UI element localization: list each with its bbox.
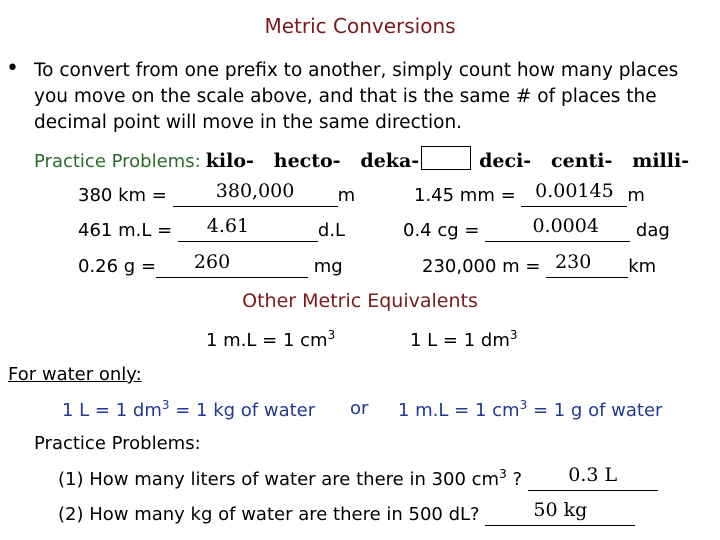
water-or: or (350, 398, 369, 419)
intro-line-2: you move on the scale above, and that is the same # of places the (34, 86, 657, 107)
scale-row (34, 146, 689, 172)
intro-paragraph (34, 58, 678, 136)
page-title: Metric Conversions (264, 14, 456, 38)
problem-1 (78, 180, 356, 207)
problem-1-text: 380 km = (78, 185, 173, 206)
equivalent-l-text: 1 L = 1 dm (410, 330, 510, 351)
problem-6-blank (546, 251, 628, 278)
problem-6-text: 230,000 m = (422, 256, 547, 277)
problem-3-unit: d.L (317, 220, 346, 241)
water-eq1-rest: = 1 kg of water (169, 400, 316, 421)
water-eq1-text: 1 L = 1 dm (62, 400, 162, 421)
question-2 (58, 499, 635, 526)
problem-4 (403, 215, 670, 242)
problem-1-answer: 380,000 (215, 180, 295, 202)
problem-6-unit: km (628, 256, 657, 277)
problem-3-answer: 4.61 (206, 215, 250, 237)
water-eq2-text: 1 m.L = 1 cm (398, 400, 520, 421)
problem-1-unit: m (337, 185, 356, 206)
problem-1-blank (173, 180, 338, 207)
question-1 (58, 464, 658, 491)
problem-4-answer: 0.0004 (532, 215, 599, 237)
question-1-text: (1) How many liters of water are there in 300 cm (58, 469, 500, 490)
problem-5-unit: mg (308, 256, 343, 277)
question-1-blank (528, 464, 658, 491)
question-2-answer: 50 kg (533, 499, 588, 521)
problem-3-blank (178, 215, 318, 242)
other-equivalents-title: Other Metric Equivalents (242, 290, 478, 312)
problem-2-text: 1.45 mm = (414, 185, 522, 206)
base-unit-box (421, 146, 471, 170)
problem-2-unit: m (627, 185, 645, 206)
practice-problems-label: Practice Problems: (34, 151, 201, 172)
water-eq2-sup: 3 (519, 398, 528, 412)
problem-6-answer: 230 (555, 251, 592, 273)
equivalent-ml-sup: 3 (327, 328, 336, 342)
problem-3 (78, 215, 346, 242)
water-eq2-rest: = 1 g of water (527, 400, 663, 421)
bullet-icon: • (6, 56, 19, 81)
problem-4-unit: dag (630, 220, 670, 241)
equivalent-ml-text: 1 m.L = 1 cm (206, 330, 328, 351)
intro-line-3: decimal point will move in the same direction. (34, 112, 463, 133)
water-equivalence-2 (398, 398, 662, 421)
problem-5-text: 0.26 g = (78, 256, 157, 277)
problem-5-answer: 260 (193, 251, 231, 273)
prefix-scale-right: deci- centi- milli- (479, 150, 690, 172)
problem-6 (422, 251, 657, 278)
intro-line-1: To convert from one prefix to another, simply count how many places (34, 60, 679, 81)
question-1-tail: ? (506, 469, 528, 490)
question-1-answer: 0.3 L (568, 464, 618, 486)
water-equivalence-1 (62, 398, 315, 421)
practice-problems-2-label: Practice Problems: (34, 433, 201, 454)
water-eq1-sup: 3 (161, 398, 170, 412)
problem-5 (78, 251, 343, 278)
prefix-scale-left: kilo- hecto- deka- (205, 150, 420, 172)
problem-3-text: 461 m.L = (78, 220, 178, 241)
problem-2 (414, 180, 645, 207)
water-only-label: For water only: (8, 364, 142, 385)
problem-4-blank (485, 215, 630, 242)
equivalent-l (410, 328, 518, 351)
problem-2-blank (521, 180, 627, 207)
question-1-sup: 3 (499, 467, 507, 481)
equivalent-ml (206, 328, 335, 351)
problem-2-answer: 0.00145 (535, 180, 614, 202)
equivalent-l-sup: 3 (509, 328, 518, 342)
problem-4-text: 0.4 cg = (403, 220, 486, 241)
problem-5-blank (156, 251, 308, 278)
question-2-blank (485, 499, 635, 526)
question-2-text: (2) How many kg of water are there in 500 dL? (58, 504, 486, 525)
